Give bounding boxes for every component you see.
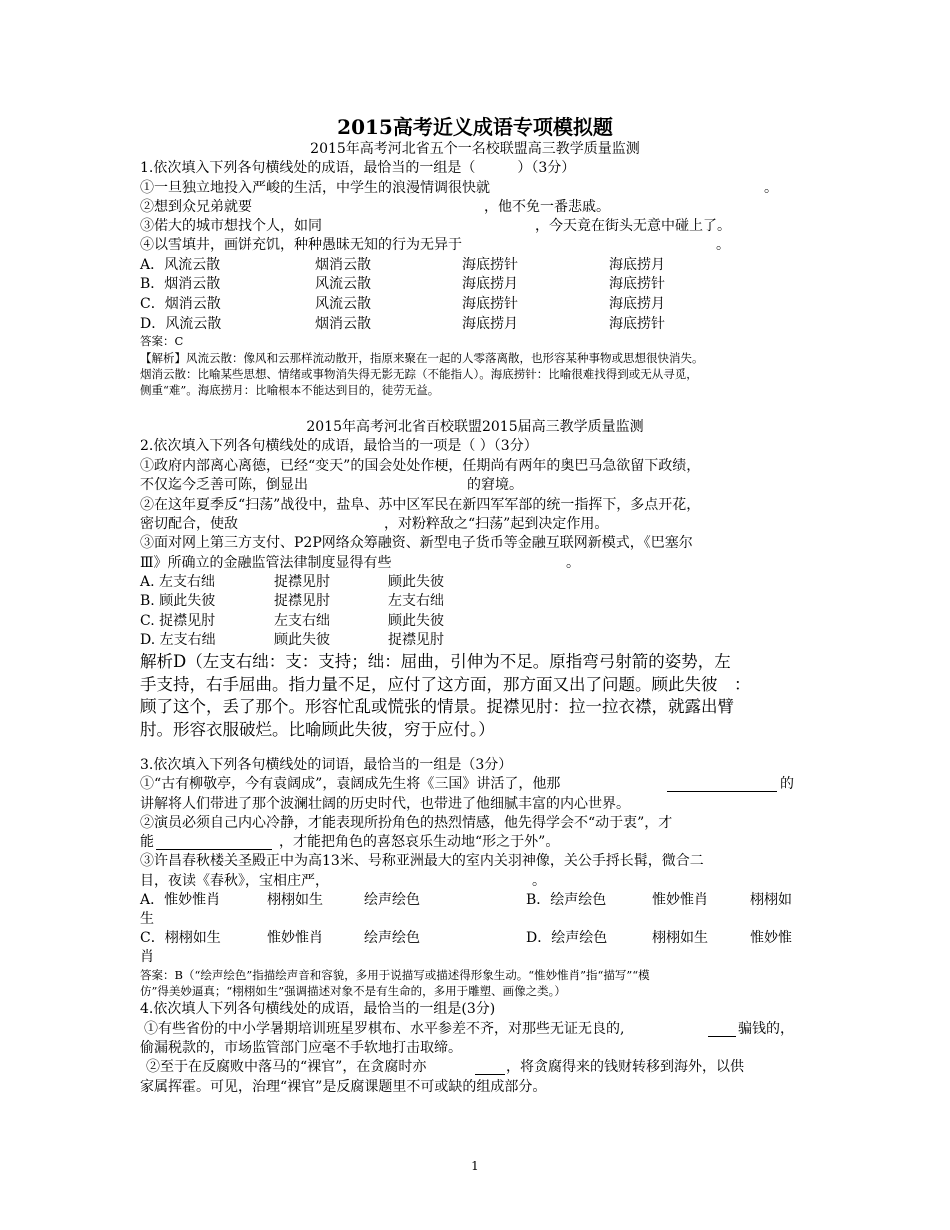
q4-stem: 4.依次填人下列各句横线处的成语，最恰当的一组是(3分)	[140, 1001, 496, 1017]
q1-option-d-4: 海底捞针	[609, 316, 665, 332]
q2-option-c-2: 左支右绌	[274, 613, 330, 629]
q3-line-4-end: ，才能把角色的喜怒哀乐生动地“形之于外”。	[279, 834, 560, 850]
q4-line-3-end: ，将贪腐得来的钱财转移到海外，以供	[506, 1059, 744, 1075]
q3-option-c-1: C．栩栩如生	[140, 930, 221, 946]
q1-sentence-1-end: 。	[764, 180, 778, 196]
q3-option-d-wrap: 肖	[140, 949, 154, 965]
q2-line-2: 不仅迄今乏善可陈，倒显出	[140, 477, 308, 493]
q2-line-6-end: 。	[566, 555, 580, 571]
q2-source: 2015年高考河北省百校联盟2015届高三教学质量监测	[306, 419, 644, 435]
q1-option-c-1: C．烟消云散	[140, 296, 221, 312]
q2-option-b-1: B. 顾此失彼	[140, 593, 216, 609]
q1-option-b-2: 风流云散	[315, 276, 371, 292]
q3-line-4: 能	[140, 834, 154, 850]
q3-blank-2	[156, 849, 272, 850]
q3-option-d-2: 栩栩如生	[652, 930, 708, 946]
q2-analysis-line-1: 解析D（左支右绌：支：支持；绌：屈曲，引伸为不足。原指弯弓射箭的姿势，左	[140, 652, 731, 671]
q2-option-a-3: 顾此失彼	[388, 574, 444, 590]
q3-line-1-end: 的	[780, 776, 794, 792]
q1-sentence-1: ①一旦独立地投入严峻的生活，中学生的浪漫情调很快就	[140, 180, 490, 196]
q3-option-b-2: 惟妙惟肖	[652, 892, 708, 908]
q3-answer-line-2: 仿”得美妙逼真；“栩栩如生”强调描述对象不是有生命的，多用于雕塑、画像之类。）	[140, 984, 566, 998]
q3-line-6: 目，夜读《春秋》，宝相庄严，	[140, 873, 329, 889]
q1-sentence-4-end: 。	[716, 237, 730, 253]
q1-option-a-3: 海底捞针	[462, 257, 518, 273]
q2-line-6: Ⅲ》所确立的金融监管法律制度显得有些	[140, 555, 392, 571]
q2-option-a-2: 捉襟见肘	[274, 574, 330, 590]
q4-line-4: 家属挥霍。可见，治理“裸官”是反腐课题里不可或缺的组成部分。	[140, 1079, 547, 1095]
q3-option-a-3: 绘声绘色	[364, 892, 420, 908]
q1-option-b-4: 海底捞针	[609, 276, 665, 292]
q1-option-a-2: 烟消云散	[315, 257, 371, 273]
q1-option-c-3: 海底捞针	[462, 296, 518, 312]
q1-sentence-4: ④以雪填井，画饼充饥，种种愚昧无知的行为无异于	[140, 237, 462, 253]
q4-line-3: ②至于在反腐败中落马的“裸官”，在贪腐时亦	[146, 1059, 427, 1075]
q2-option-b-2: 捉襟见肘	[274, 593, 330, 609]
q1-option-c-4: 海底捞月	[609, 296, 665, 312]
q2-option-c-1: C. 捉襟见肘	[140, 613, 216, 629]
q2-analysis-line-3: 顾了这个，丢了那个。形容忙乱或慌张的情景。捉襟见肘：拉一拉衣襟，就露出臂	[140, 697, 734, 716]
q1-sentence-2-end: ，他不免一番悲戚。	[484, 199, 610, 215]
q3-option-d-1: D．绘声绘色	[526, 930, 608, 946]
q3-option-a-1: A．惟妙惟肖	[140, 892, 221, 908]
q3-option-c-3: 绘声绘色	[364, 930, 420, 946]
q3-option-d-3: 惟妙惟	[750, 930, 792, 946]
q2-stem: 2.依次填入下列各句横线处的成语，最恰当的一项是（ ）（3分）	[140, 438, 538, 454]
q3-option-b-wrap: 生	[140, 911, 154, 927]
q3-line-3: ②演员必须自己内心冷静，才能表现所扮角色的热烈情感，他先得学会不“动于衷”，才	[140, 815, 673, 831]
q3-option-a-2: 栩栩如生	[267, 892, 323, 908]
q1-option-d-2: 烟消云散	[315, 316, 371, 332]
q1-option-d-3: 海底捞月	[462, 316, 518, 332]
q2-option-d-3: 捉襟见肘	[388, 632, 444, 648]
q2-line-1: ①政府内部离心离德，已经“变天”的国会处处作梗，任期尚有两年的奥巴马急欲留下政绩，	[140, 458, 701, 474]
q3-option-b-1: B．绘声绘色	[526, 892, 607, 908]
q1-option-b-1: B．烟消云散	[140, 276, 221, 292]
q2-option-d-1: D. 左支右绌	[140, 632, 216, 648]
q2-line-3: ②在这年夏季反“扫荡”战役中，盐阜、苏中区军民在新四军军部的统一指挥下，多点开花，	[140, 497, 701, 513]
q2-line-5: ③面对网上第三方支付、P2P网络众筹融资、新型电子货币等金融互联网新模式，《巴塞尔	[140, 535, 693, 551]
q1-analysis-line-2: 烟消云散：比喻某些思想、情绪或事物消失得无影无踪（不能指人）。海底捞针：比喻很难找得到或无从寻觅，	[140, 367, 698, 381]
q1-analysis-line-1: 【解析】风流云散：像风和云那样流动散开，指原来聚在一起的人零落离散，也形容某种事物或思想很快消失。	[140, 351, 704, 365]
q1-sentence-2: ②想到众兄弟就要	[140, 199, 252, 215]
q3-option-b-3: 栩栩如	[750, 892, 792, 908]
q3-blank-1	[667, 791, 777, 792]
q2-line-2-end: 的窘境。	[467, 477, 523, 493]
q2-option-d-2: 顾此失彼	[274, 632, 330, 648]
q1-option-a-1: A．风流云散	[140, 257, 221, 273]
q1-stem: 1.依次填入下列各句横线处的成语，最恰当的一组是（ ）（3分）	[140, 160, 576, 176]
q1-option-a-4: 海底捞月	[609, 257, 665, 273]
document-title: 2015高考近义成语专项模拟题	[337, 115, 613, 139]
q2-option-c-3: 顾此失彼	[388, 613, 444, 629]
q4-line-1: ①有些省份的中小学暑期培训班星罗棋布、水平参差不齐，对那些无证无良的,	[144, 1021, 625, 1037]
q2-line-4: 密切配合，使敌	[140, 516, 238, 532]
q3-stem: 3.依次填入下列各句横线处的词语，最恰当的一组是（3分）	[140, 757, 513, 773]
q3-line-6-end: 。	[532, 873, 546, 889]
q4-blank-2	[475, 1074, 505, 1075]
q4-blank-1	[708, 1036, 736, 1037]
q1-answer: 答案：C	[140, 334, 184, 348]
q1-option-d-1: D．风流云散	[140, 316, 222, 332]
q2-option-a-1: A. 左支右绌	[140, 574, 216, 590]
q3-line-2: 讲解将人们带进了那个波澜壮阔的历史时代，也带进了他细腻丰富的内心世界。	[140, 796, 630, 812]
q1-sentence-3-end: ，今天竟在街头无意中碰上了。	[535, 218, 731, 234]
q1-option-b-3: 海底捞月	[462, 276, 518, 292]
q1-sentence-3: ③偌大的城市想找个人，如同	[140, 218, 322, 234]
q1-analysis-line-3: 侧重“难”。海底捞月：比喻根本不能达到目的，徒劳无益。	[140, 383, 440, 397]
q4-line-1-end: 骗钱的，	[738, 1021, 794, 1037]
q2-option-b-3: 左支右绌	[388, 593, 444, 609]
q2-line-4-end: ，对粉粹敌之“扫荡”起到决定作用。	[384, 516, 609, 532]
page-number: 1	[471, 1159, 479, 1173]
q2-analysis-line-4: 肘。形容衣服破烂。比喻顾此失彼，穷于应付。）	[140, 720, 495, 739]
q3-line-1: ①“古有柳敬亭，今有袁阔成”，袁阔成先生将《三国》讲活了，他那	[140, 776, 561, 792]
q1-option-c-2: 风流云散	[315, 296, 371, 312]
q1-source: 2015年高考河北省五个一名校联盟高三教学质量监测	[310, 141, 640, 157]
q2-analysis-line-2: 手支持，右手屈曲。指力量不足，应付了这方面，那方面又出了问题。顾此失彼 ：	[140, 675, 751, 694]
q3-line-5: ③许昌春秋楼关圣殿正中为高13米、号称亚洲最大的室内关羽神像，关公手捋长髯，微合二	[140, 853, 704, 869]
q3-answer-line-1: 答案：B（“绘声绘色”指描绘声音和容貌，多用于说描写或描述得形象生动。“惟妙惟肖”指“描写”“模	[140, 968, 650, 982]
q4-line-2: 偷漏税款的，市场监管部门应毫不手软地打击取缔。	[140, 1040, 462, 1056]
q3-option-c-2: 惟妙惟肖	[267, 930, 323, 946]
